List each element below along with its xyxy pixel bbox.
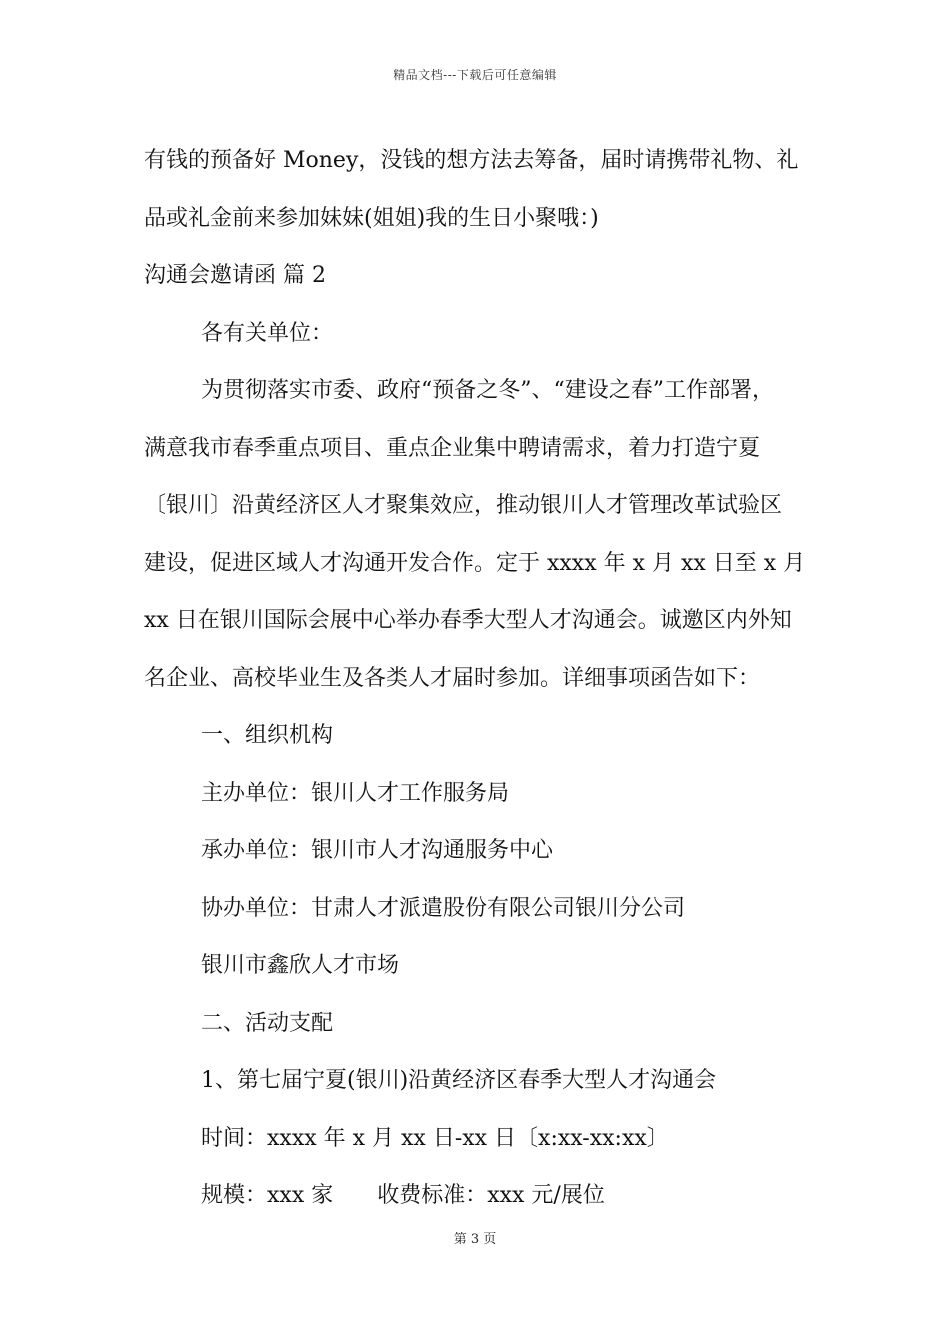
paragraph-line: 为贯彻落实市委、政府“预备之冬”、“建设之春”工作部署， [201,378,774,403]
paragraph-line: 有钱的预备好 Money，没钱的想方法去筹备，届时请携带礼物、礼 [144,148,799,173]
document-body [144,132,834,1225]
paragraph-line: xx 日在银川国际会展中心举办春季大型人才沟通会。诚邀区内外知 [144,608,792,633]
list-item: 1、第七届宁夏(银川)沿黄经济区春季大型人才沟通会 [201,1068,717,1093]
fee-text: 收费标准：xxx 元/展位 [377,1183,605,1208]
section-title: 沟通会邀请函 篇 2 [144,263,326,288]
scale-text: 规模：xxx 家 [201,1183,334,1208]
paragraph-line: 建设，促进区域人才沟通开发合作。定于 xxxx 年 x 月 xx 日至 x 月 [144,550,806,576]
list-item [144,1167,834,1225]
subheading: 一、组织机构 [201,723,334,748]
list-item: 主办单位：银川人才工作服务局 [201,780,510,806]
paragraph-line: 满意我市春季重点项目、重点企业集中聘请需求，着力打造宁夏 [144,435,761,461]
paragraph-line: 品或礼金前来参加妹妹(姐姐)我的生日小聚哦：) [144,205,599,231]
list-item: 承办单位：银川市人才沟通服务中心 [201,838,554,863]
list-item: 时间：xxxx 年 x 月 xx 日-xx 日〔x:xx-xx:xx〕 [201,1125,669,1151]
page-header: 精品文档---下载后可任意编辑 [393,68,557,82]
salutation: 各有关单位： [201,320,334,346]
list-item: 银川市鑫欣人才市场 [201,953,400,978]
paragraph-line: 名企业、高校毕业生及各类人才届时参加。详细事项函告如下： [144,665,761,691]
subheading: 二、活动支配 [201,1010,334,1036]
page-number: 第 3 页 [453,1232,497,1247]
list-item: 协办单位：甘肃人才派遣股份有限公司银川分公司 [201,895,686,921]
paragraph-line: 〔银川〕沿黄经济区人才聚集效应，推动银川人才管理改革试验区 [144,493,783,518]
